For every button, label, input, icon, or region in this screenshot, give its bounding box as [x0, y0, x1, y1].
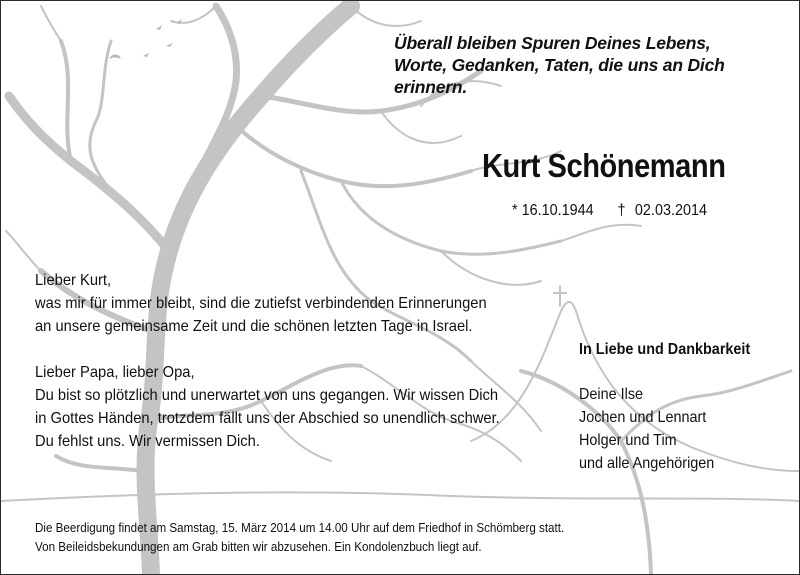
- message-from-wife: [35, 269, 487, 338]
- mourner-name: Deine Ilse: [579, 386, 644, 403]
- funeral-information: [35, 519, 564, 557]
- death-date: 02.03.2014: [634, 202, 707, 219]
- death-cross-icon: †: [617, 202, 626, 219]
- deceased-name: Kurt Schönemann: [482, 147, 726, 184]
- message-line: an unsere gemeinsame Zeit und die schönen letzten Tage in Israel.: [35, 318, 473, 335]
- message-from-family: [35, 361, 500, 453]
- motto-line-1: Überall bleiben Spuren Deines Lebens,: [394, 33, 711, 53]
- mourners-list: [579, 383, 714, 475]
- birth-symbol: *: [512, 202, 518, 219]
- life-dates: [512, 202, 707, 220]
- funeral-info-line: Von Beileidsbekundungen am Grab bitten wir abzusehen. Ein Kondolenzbuch liegt auf.: [35, 540, 482, 554]
- signoff-heading: In Liebe und Dankbarkeit: [579, 341, 751, 358]
- message-line: Du bist so plötzlich und unerwartet von uns gegangen. Wir wissen Dich: [35, 387, 499, 404]
- motto-line-2: Worte, Gedanken, Taten, die uns an Dich erinnern.: [394, 55, 725, 97]
- message-line: Lieber Papa, lieber Opa,: [35, 364, 195, 381]
- message-line: Du fehlst uns. Wir vermissen Dich.: [35, 433, 260, 450]
- birth-date: 16.10.1944: [521, 202, 594, 219]
- message-line: was mir für immer bleibt, sind die zutiefst verbindenden Erinnerungen: [35, 295, 487, 312]
- message-line: Lieber Kurt,: [35, 272, 112, 289]
- memorial-motto: [394, 32, 794, 98]
- mourner-name: und alle Angehörigen: [579, 455, 715, 472]
- message-line: in Gottes Händen, trotzdem fällt uns der Abschied so unendlich schwer.: [35, 410, 500, 427]
- funeral-info-line: Die Beerdigung findet am Samstag, 15. März 2014 um 14.00 Uhr auf dem Friedhof in Schömberg statt.: [35, 521, 565, 535]
- mourner-name: Jochen und Lennart: [579, 409, 707, 426]
- mourner-name: Holger und Tim: [579, 432, 677, 449]
